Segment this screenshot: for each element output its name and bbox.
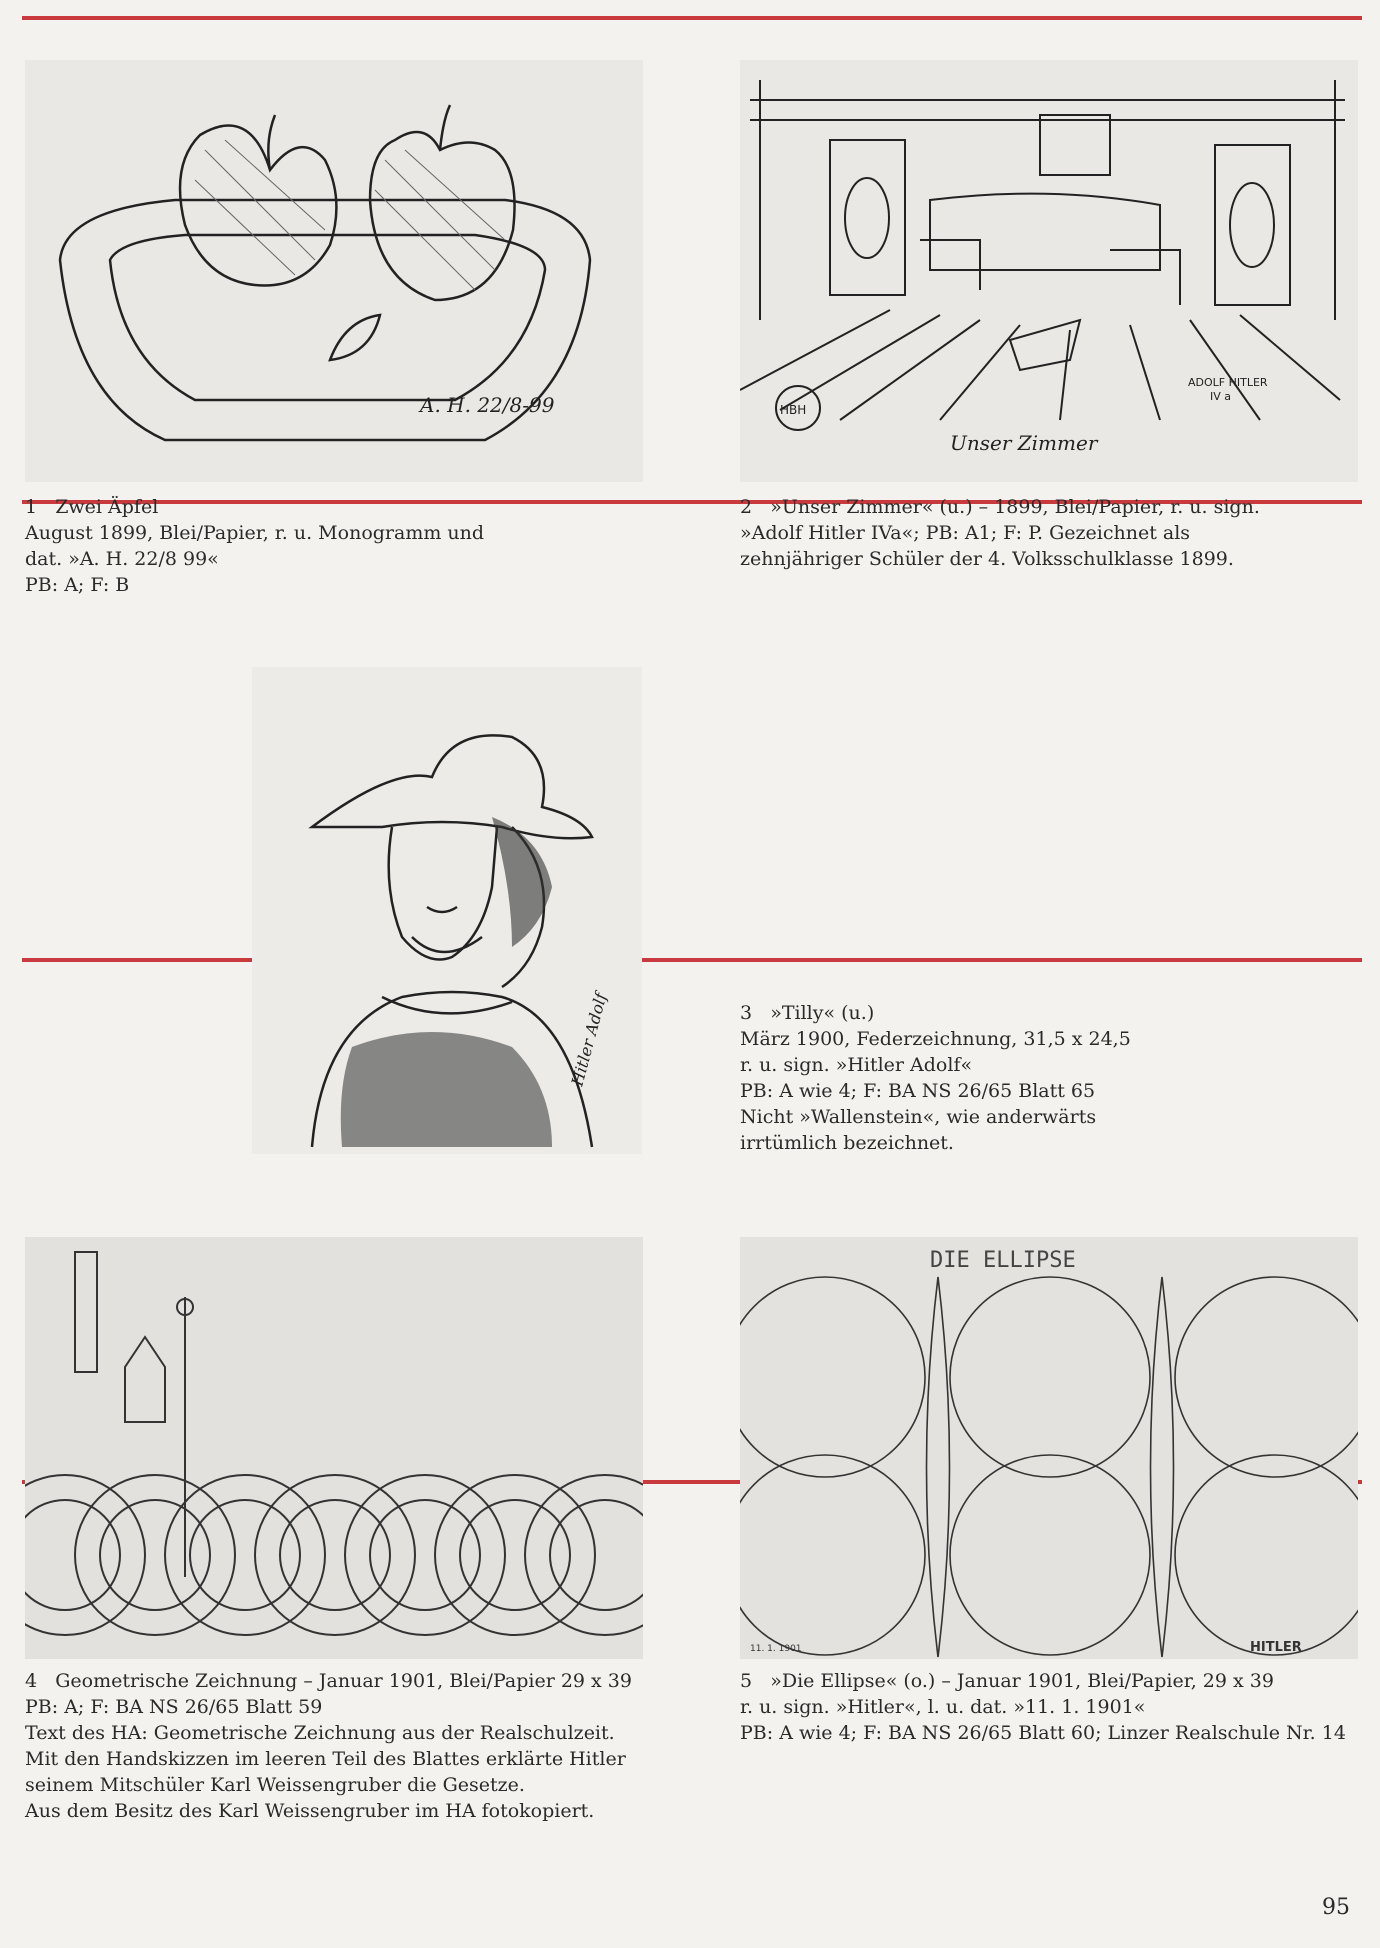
caption-line: PB: A wie 4; F: BA NS 26/65 Blatt 60; Linzer Realschule Nr. 14 (740, 1722, 1346, 1744)
caption-line: PB: A; F: B (25, 574, 130, 596)
figure-4-geometric-drawing (25, 1237, 643, 1659)
figure-2-number: 2 (740, 496, 753, 518)
figure-2-room-sketch (740, 60, 1358, 482)
caption-line: seinem Mitschüler Karl Weissengruber die Gesetze. (25, 1774, 525, 1796)
figure-1-caption (25, 494, 484, 598)
figure-4-number: 4 (25, 1670, 38, 1692)
caption-line: Geometrische Zeichnung – Januar 1901, Blei/Papier 29 x 39 (55, 1670, 632, 1692)
caption-line: »Unser Zimmer« (u.) – 1899, Blei/Papier, r. u. sign. (770, 496, 1260, 518)
top-rule (22, 16, 1362, 20)
figure-3-tilly-portrait (252, 667, 642, 1154)
figure-1-signature: A. H. 22/8-99 (420, 393, 555, 417)
caption-line: Nicht »Wallenstein«, wie anderwärts (740, 1106, 1097, 1128)
caption-line: dat. »A. H. 22/8 99« (25, 548, 219, 570)
caption-line: März 1900, Federzeichnung, 31,5 x 24,5 (740, 1028, 1131, 1050)
caption-line: Text des HA: Geometrische Zeichnung aus der Realschulzeit. (25, 1722, 615, 1744)
figure-1-number: 1 (25, 496, 38, 518)
caption-line: r. u. sign. »Hitler«, l. u. dat. »11. 1. 1901« (740, 1696, 1146, 1718)
caption-line: »Adolf Hitler IVa«; PB: A1; F: P. Gezeichnet als (740, 522, 1191, 544)
figure-5-caption (740, 1668, 1346, 1746)
section-rule-2 (22, 958, 1362, 962)
caption-line: »Die Ellipse« (o.) – Januar 1901, Blei/Papier, 29 x 39 (770, 1670, 1274, 1692)
figure-2-monogram: HBH (780, 403, 807, 417)
caption-line: PB: A wie 4; F: BA NS 26/65 Blatt 65 (740, 1080, 1096, 1102)
caption-line: Zwei Äpfel (55, 496, 159, 518)
caption-line: Mit den Handskizzen im leeren Teil des Blattes erklärte Hitler (25, 1748, 626, 1770)
figure-5-signature: HITLER (1250, 1640, 1302, 1655)
caption-line: irrtümlich bezeichnet. (740, 1132, 954, 1154)
page-number: 95 (1322, 1895, 1350, 1920)
caption-line: »Tilly« (u.) (770, 1002, 875, 1024)
figure-5-date: 11. 1. 1901 (750, 1644, 802, 1654)
figure-4-caption (25, 1668, 632, 1824)
caption-line: PB: A; F: BA NS 26/65 Blatt 59 (25, 1696, 323, 1718)
figure-5-number: 5 (740, 1670, 753, 1692)
figure-2-caption (740, 494, 1260, 572)
figure-1-apples-drawing (25, 60, 643, 482)
figure-3-caption (740, 1000, 1131, 1156)
figure-3-number: 3 (740, 1002, 753, 1024)
caption-line: August 1899, Blei/Papier, r. u. Monogramm und (25, 522, 485, 544)
caption-line: zehnjähriger Schüler der 4. Volksschulklasse 1899. (740, 548, 1234, 570)
figure-2-class: IV a (1210, 390, 1232, 403)
figure-3-signature: Hitler Adolf (567, 991, 611, 1089)
figure-2-title-inscription: Unser Zimmer (950, 431, 1098, 455)
figure-2-signature: ADOLF HITLER (1188, 376, 1268, 389)
figure-5-ellipse-drawing (740, 1237, 1358, 1659)
figure-5-heading: DIE ELLIPSE (930, 1248, 1076, 1273)
caption-line: Aus dem Besitz des Karl Weissengruber im HA fotokopiert. (25, 1800, 595, 1822)
caption-line: r. u. sign. »Hitler Adolf« (740, 1054, 973, 1076)
